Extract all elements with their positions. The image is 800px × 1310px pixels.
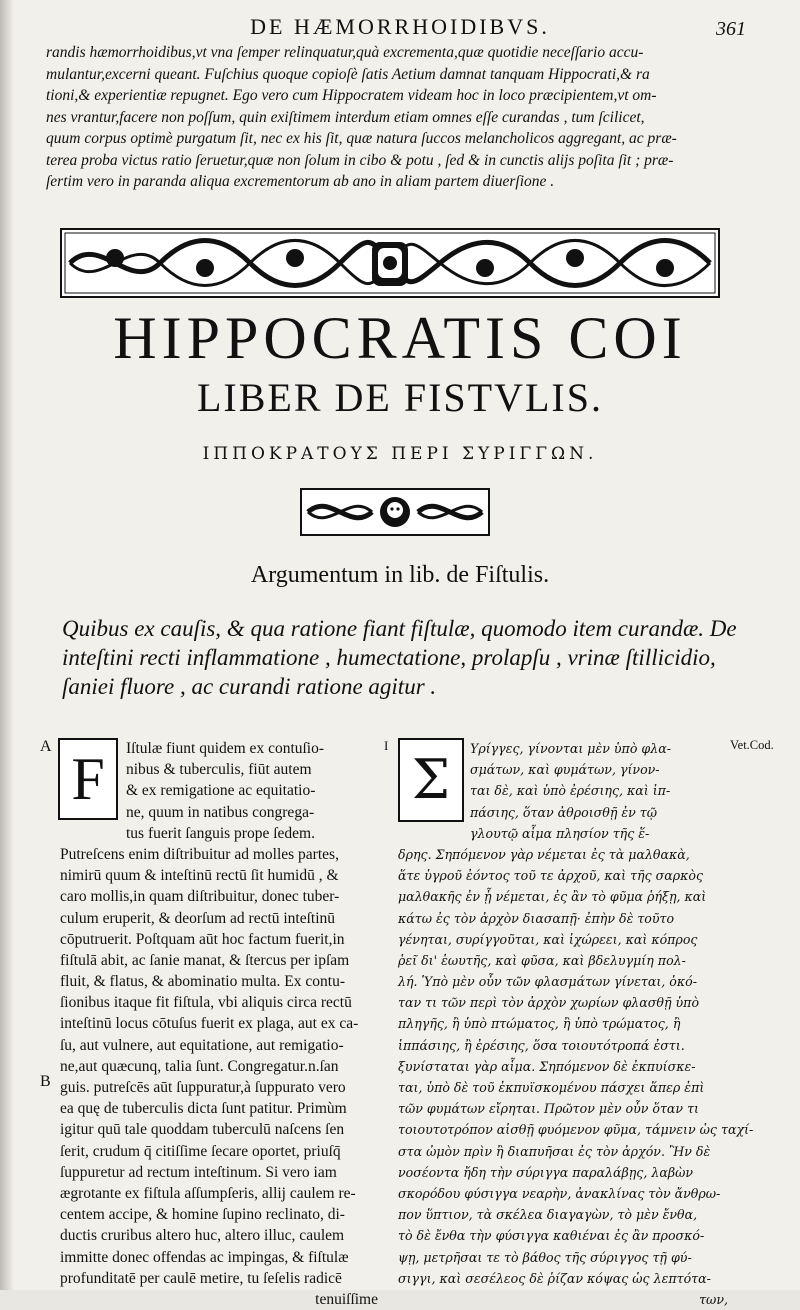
text-line: Υρίγγες, γίνονται μὲν ὑπὸ φλα- xyxy=(470,741,671,756)
text-line: νοσέοντα ἤδη τὴν σύριγγα παραλάβῃς, λαβὼν xyxy=(398,1164,694,1180)
text-line: μαλθακῆς ἐν ᾗ νέμεται, ἐς ἂν τὸ φῦμα ῥήξῃ, καὶ xyxy=(398,889,707,905)
page-number: 361 xyxy=(716,18,746,40)
catchword: tenuiſſime xyxy=(315,1290,378,1308)
text-line: ταν τι τῶν περὶ τὸν ἀρχὸν χωρίων φλασθῇ ὑπὸ xyxy=(398,995,700,1011)
drop-cap-letter: Σ xyxy=(411,748,451,811)
text-line: γένηται, συρίγγοῦται, καὶ ἰχώρεει, καὶ κόπρος xyxy=(398,931,698,947)
text-line: fiſtulā abit, ac ſanie manat, & ſtercus per ipſam xyxy=(60,951,350,969)
text-line: centem accipe, & homine ſupino reclinato, di- xyxy=(60,1206,345,1224)
text-line: immitte donec offendas ac impingas, & fiſtulæ xyxy=(60,1248,349,1266)
text-line: ſionibus itaque fit fiſtula, vbi aliquis circa rectū xyxy=(60,994,352,1012)
text-line: ſerit, crudum q̄ citiſſime ſecare oportet, priuſq̄ xyxy=(60,1142,341,1160)
text-line: πάσιης, ὅταν ἀθροισθῇ ἐν τῷ xyxy=(470,804,658,820)
text-line: τοιουτοτρόπον αἰσθῇ φυόμενον φῦμα, τάμνειν ὡς ταχί- xyxy=(398,1122,754,1138)
text-line: ξυνίσταται γὰρ αἷμα. Σηπόμενον δὲ ἐκπυίσκε- xyxy=(398,1058,696,1074)
text-line: ται, ὑπὸ δὲ τοῦ ἐκπυϊσκομένου πάσχει ἅπερ ἐπὶ xyxy=(398,1080,705,1095)
text-line: στα ὠμὸν πρὶν ἢ διαπυῆσαι ἐς τὸν ἀρχόν. Ἢν δὲ xyxy=(398,1143,711,1159)
text-line: culum eruperit, & deorſum ad rectū inteſtinū xyxy=(60,909,336,927)
text-line: randis hæmorrhoidibus,vt vna ſemper relinquatur,quà excrementa,quæ quotidie neceſſario accu- xyxy=(46,44,644,61)
text-line: σκορόδου φύσιγγα νεαρὴν, ἀνακλίνας τὸν ἄνθρω- xyxy=(398,1185,721,1201)
margin-letter-b: B xyxy=(40,1073,51,1090)
drop-cap-sigma xyxy=(398,738,464,822)
text-line: Quibus ex cauſis, & qua ratione fiant fiſtulæ, quomodo item curandæ. De xyxy=(62,616,737,641)
drop-cap-letter: F xyxy=(71,746,105,812)
text-line: ῥεῖ δι' ἑωυτῆς, καὶ φῦσα, καὶ βδελυγμίη πολ- xyxy=(398,952,686,968)
text-line: quum corpus optimè purgatum ſit, nec ex his ſit, quæ natura ſuccos melancholicos aggregant, ac præ- xyxy=(46,130,677,147)
text-line: ne, quum in natibus congrega- xyxy=(126,803,315,821)
text-line: ductis cruribus altero huc, altero illuc, caulem xyxy=(60,1227,345,1245)
binding-shadow xyxy=(0,0,14,1290)
text-line: γλουτῷ αἷμα πλησίον τῆς ἕ- xyxy=(470,825,650,841)
text-line: σιγγι, καὶ σεσέλεος δὲ ῥίζαν κόψας ὡς λεπτότα- xyxy=(398,1270,711,1286)
text-line: ται δὲ, καὶ ὑπὸ ἐρέσιης, καὶ ἱπ- xyxy=(470,783,671,799)
text-line: πληγῆς, ἢ ὑπὸ πτώματος, ἢ ὑπὸ τρώματος, ἢ xyxy=(398,1016,681,1032)
text-line: caro mollis,in quam diſtribuitur, donec tuber- xyxy=(60,888,340,906)
text-line: tus fuerit ſanguis prope ſedem. xyxy=(126,824,315,842)
text-line: ne,aut quæcunq, talia ſunt. Congregatur.n.ſan xyxy=(60,1057,339,1075)
margin-numeral: I xyxy=(384,738,389,753)
text-line: ſuppuretur ad rectum inteſtinum. Si vero iam xyxy=(60,1163,337,1181)
text-line: ἱππάσιης, ἢ ἐρέσιης, ὅσα τοιουτότροπά ἐστι. xyxy=(398,1037,685,1053)
text-line: tioni,& experientiæ repugnet. Ego vero cum Hippocratem videam hoc in loco præcipientem,vt om- xyxy=(46,87,657,104)
decorative-tailpiece xyxy=(300,488,490,536)
text-line: ægrotante ex fiſtula aſſumpſeris, allij caulem re- xyxy=(60,1184,356,1202)
text-line: τὸ δὲ ἔνθα τὴν φύσιγγα καθιέναι ἐς ἂν προσκό- xyxy=(398,1228,705,1244)
text-line: ſaniei fluore , ac curandi ratione agitur . xyxy=(62,674,437,699)
main-title: HIPPOCRATIS COI xyxy=(113,305,687,371)
text-line: δρης. Σηπόμενον γὰρ νέμεται ἐς τὰ μαλθακὰ, xyxy=(398,846,690,862)
decorative-headpiece xyxy=(60,228,720,298)
text-line: cōputruerit. Poſtquam aūt hoc factum fuerit,in xyxy=(60,930,345,948)
text-line: τῶν φυμάτων εἴρηται. Πρῶτον μὲν οὖν ὅταν τι xyxy=(398,1101,699,1117)
drop-cap-f xyxy=(58,738,118,820)
text-line: κάτω ἐς τὸν ἀρχὸν διασαπῇ· ἐπὴν δὲ τοῦτο xyxy=(398,910,675,926)
sub-title: LIBER DE FISTVLIS. xyxy=(197,375,603,420)
text-line: nibus & tuberculis, fiūt autem xyxy=(126,761,312,779)
text-line: ψῃ, μετρῆσαι τε τὸ βάθος τῆς σύριγγος τῇ φύ- xyxy=(398,1249,692,1265)
greek-title: ΙΠΠΟΚΡΑΤΟΥΣ ΠΕΡΙ ΣΥΡΙΓΓΩΝ. xyxy=(202,444,598,464)
argument-summary xyxy=(62,614,762,701)
text-line: Iſtulæ fiunt quidem ex contuſio- xyxy=(126,740,325,757)
text-line: Putreſcens enim diſtribuitur ad molles partes, xyxy=(60,845,339,863)
text-line: ſu, aut vulnere, aut equitatione, aut remigatio- xyxy=(60,1036,344,1054)
text-line: inteſtinū locus cōtuſus fuerit ex plaga, aut ex ca- xyxy=(60,1015,359,1033)
text-line: nimirū quum & inteſtinū rectū ſit humidū , & xyxy=(60,867,339,885)
text-line: ἅτε ὑγροῦ ἐόντος τοῦ τε ἀρχοῦ, καὶ τῆς σαρκὸς xyxy=(398,868,704,884)
text-line: λή. Ὑπὸ μὲν οὖν τῶν φλασμάτων γίνεται, ὁκό- xyxy=(398,974,697,990)
running-head: DE HÆMORRHOIDIBVS. xyxy=(250,14,550,39)
text-line: πον ὕπτιον, τὰ σκέλεα διαγαγὼν, τὸ μὲν ἔνθα, xyxy=(398,1207,698,1223)
text-line: ea quę de tuberculis dicta ſunt patitur. Primùm xyxy=(60,1100,347,1118)
text-line: igitur quū tale quoddam tuberculū naſcens ſen xyxy=(60,1121,345,1139)
text-line: & ex remigatione ac equitatio- xyxy=(126,782,316,800)
text-line: ſertim vero in paranda aliqua excrementorum ab ano in aliam partem diuerſione . xyxy=(46,173,555,190)
text-line: mulantur,excerni queant. Fuſchius quoque copioſè ſatis Aetium damnat tanquam Hippocrati,& ra xyxy=(46,65,650,83)
text-line: guis. putreſcēs aūt ſuppuratur,à ſuppurato vero xyxy=(60,1079,346,1096)
text-line: inteſtini recti inflammatione , humectatione, prolapſu , vrinæ ſtillicidio, xyxy=(62,645,716,670)
catchword: των, xyxy=(699,1291,728,1307)
text-line: profunditatē per caulē metire, tu ſeſelis radicē xyxy=(60,1269,342,1287)
margin-letter-a: A xyxy=(40,738,52,755)
latin-column xyxy=(60,738,378,1310)
argument-heading: Argumentum in lib. de Fiſtulis. xyxy=(250,562,550,588)
margin-note: Vet.Cod. xyxy=(730,738,774,752)
continuation-paragraph xyxy=(46,42,756,193)
text-line: σμάτων, καὶ φυμάτων, γίνον- xyxy=(470,762,660,778)
text-line: nes vrantur,facere non poſſum, quin exiſtimem interdum etiam omnes eſſe curandas , tum ſcilicet, xyxy=(46,108,645,126)
text-line: terea proba victus ratio ſeruetur,quæ non ſolum in cibo & potu , ſed & in cunctis alijs poſita ſit ; præ- xyxy=(46,151,674,169)
text-line: fluit, & flatus, & abominatio multa. Ex contu- xyxy=(60,973,345,991)
